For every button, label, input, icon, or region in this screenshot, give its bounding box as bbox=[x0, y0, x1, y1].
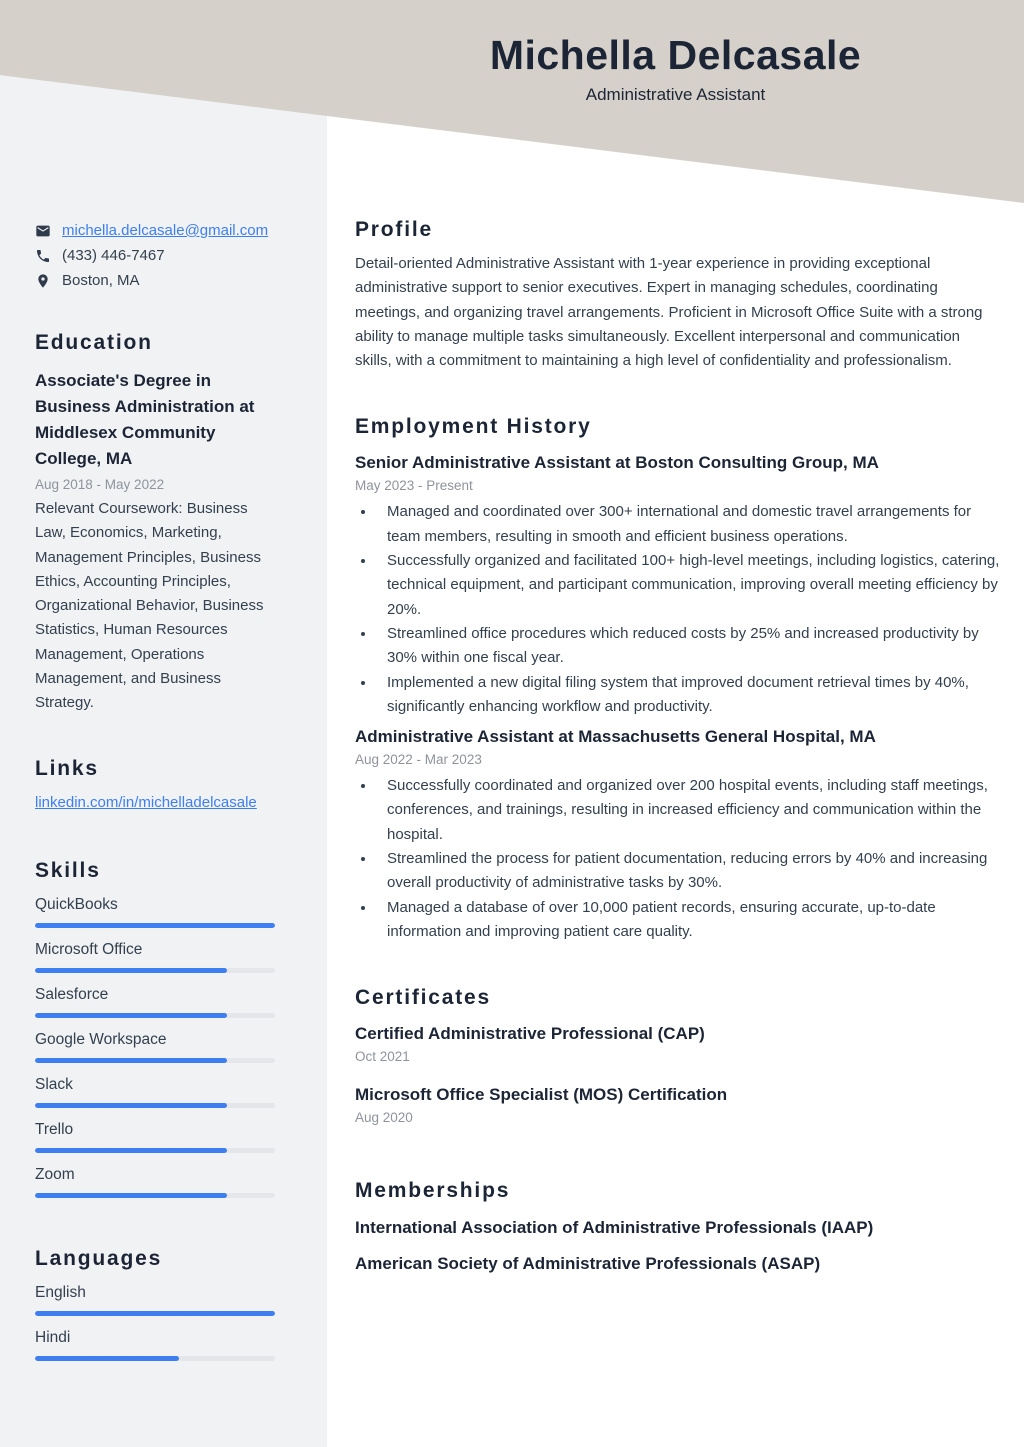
skill-item bbox=[35, 1031, 275, 1063]
education-degree: Associate's Degree in Business Administration at Middlesex Community College, MA bbox=[35, 371, 255, 468]
linkedin-link[interactable]: linkedin.com/in/michelladelcasale bbox=[35, 793, 257, 811]
person-job-title: Administrative Assistant bbox=[585, 85, 766, 105]
job-dates: May 2023 - Present bbox=[355, 478, 473, 494]
skill-label: Zoom bbox=[35, 1165, 75, 1183]
language-label: Hindi bbox=[35, 1328, 71, 1346]
links-section bbox=[35, 757, 275, 812]
language-progress-fill bbox=[35, 1356, 179, 1361]
main-column bbox=[355, 0, 1000, 1275]
job-bullet: • Managed and coordinated over 300+ international and domestic travel arrangements for team members, resulting in smooth and efficient business operations. bbox=[376, 500, 1000, 549]
skill-label: Google Workspace bbox=[35, 1030, 167, 1048]
language-progress-fill bbox=[35, 1311, 275, 1316]
skill-label: Microsoft Office bbox=[35, 940, 143, 958]
skills-heading: Skills bbox=[35, 858, 101, 882]
job-entry bbox=[355, 452, 1000, 719]
skills-section bbox=[35, 859, 275, 1198]
skill-progress-fill bbox=[35, 1148, 227, 1153]
certificates-heading: Certificates bbox=[355, 986, 491, 1010]
skill-item bbox=[35, 1076, 275, 1108]
languages-heading: Languages bbox=[35, 1246, 163, 1270]
job-bullet-list bbox=[355, 774, 1000, 944]
mail-icon bbox=[35, 223, 51, 239]
skill-progress-fill bbox=[35, 1103, 227, 1108]
employment-heading: Employment History bbox=[355, 415, 592, 439]
profile-heading: Profile bbox=[355, 218, 433, 241]
certificate-date: Aug 2020 bbox=[355, 1110, 413, 1126]
job-bullet: • Successfully organized and facilitated 100+ high-level meetings, including logistics, catering, technical equipment, and participant communication, improving overall meeting efficiency by 20%. bbox=[376, 549, 1000, 622]
skill-progress-fill bbox=[35, 1193, 227, 1198]
skill-progress-fill bbox=[35, 1013, 227, 1018]
email-link[interactable]: michella.delcasale@gmail.com bbox=[62, 222, 269, 239]
phone-number: (433) 446-7467 bbox=[62, 247, 165, 264]
skill-progress-fill bbox=[35, 968, 227, 973]
language-progress-track bbox=[35, 1311, 275, 1316]
skill-item bbox=[35, 941, 275, 973]
education-coursework: Relevant Coursework: Business Law, Economics, Marketing, Management Principles, Business Ethics, Accounting Principles, Organizational Behavior, Business Statistics, Human Resources Management, Operations Management, and Business Strategy. bbox=[35, 500, 264, 712]
phone-icon bbox=[35, 248, 51, 264]
skill-item bbox=[35, 986, 275, 1018]
skill-progress-track bbox=[35, 1193, 275, 1198]
skill-progress-track bbox=[35, 923, 275, 928]
skill-progress-track bbox=[35, 1058, 275, 1063]
profile-text: Detail-oriented Administrative Assistant with 1-year experience in providing exceptional administrative support to senior executives. Expert in managing schedules, coordinating meetings, and organizing travel arrangements. Proficient in Microsoft Office Suite with a strong ability to manage multiple tasks simultaneously. Excellent interpersonal and communication skills, with a commitment to maintaining a high level of confidentiality and professionalism. bbox=[355, 255, 983, 370]
education-section bbox=[35, 331, 275, 716]
job-bullet: • Successfully coordinated and organized over 200 hospital events, including staff meetings, conferences, and trainings, resulting in increased efficiency and communication within the hospital. bbox=[376, 774, 1000, 847]
skill-progress-track bbox=[35, 968, 275, 973]
education-dates: Aug 2018 - May 2022 bbox=[35, 477, 165, 492]
job-bullet: • Managed a database of over 10,000 patient records, ensuring accurate, up-to-date information and improving patient care quality. bbox=[376, 896, 1000, 945]
links-heading: Links bbox=[35, 756, 99, 780]
language-progress-track bbox=[35, 1356, 275, 1361]
skill-progress-track bbox=[35, 1148, 275, 1153]
membership-entry bbox=[355, 1217, 1000, 1239]
contact-phone-row bbox=[35, 247, 275, 264]
membership-title: International Association of Administrative Professionals (IAAP) bbox=[355, 1218, 874, 1238]
certificate-title: Microsoft Office Specialist (MOS) Certification bbox=[355, 1085, 728, 1105]
job-entry bbox=[355, 726, 1000, 944]
language-item bbox=[35, 1284, 275, 1316]
employment-section bbox=[355, 415, 1000, 944]
memberships-section bbox=[355, 1179, 1000, 1275]
location-text: Boston, MA bbox=[62, 272, 140, 289]
job-bullet-list bbox=[355, 500, 1000, 719]
job-bullet: • Implemented a new digital filing system that improved document retrieval times by 40%, significantly enhancing workflow and productivity. bbox=[376, 671, 1000, 720]
skill-label: Slack bbox=[35, 1075, 73, 1093]
certificate-title: Certified Administrative Professional (CAP) bbox=[355, 1024, 705, 1044]
membership-title: American Society of Administrative Professionals (ASAP) bbox=[355, 1254, 821, 1274]
job-title: Administrative Assistant at Massachusetts General Hospital, MA bbox=[355, 727, 876, 747]
language-item bbox=[35, 1329, 275, 1361]
skill-label: Salesforce bbox=[35, 985, 109, 1003]
skill-label: QuickBooks bbox=[35, 895, 118, 913]
skill-label: Trello bbox=[35, 1120, 74, 1138]
sidebar bbox=[35, 0, 275, 1361]
skill-progress-track bbox=[35, 1103, 275, 1108]
person-name: Michella Delcasale bbox=[489, 32, 862, 78]
skill-progress-fill bbox=[35, 923, 275, 928]
skill-item bbox=[35, 1166, 275, 1198]
certificate-date: Oct 2021 bbox=[355, 1049, 410, 1065]
job-bullet: • Streamlined the process for patient documentation, reducing errors by 40% and increasing overall productivity of administrative tasks by 30%. bbox=[376, 847, 1000, 896]
job-dates: Aug 2022 - Mar 2023 bbox=[355, 752, 482, 768]
certificate-entry bbox=[355, 1023, 1000, 1064]
certificate-entry bbox=[355, 1084, 1000, 1125]
skill-progress-track bbox=[35, 1013, 275, 1018]
certificates-section bbox=[355, 986, 1000, 1125]
skill-progress-fill bbox=[35, 1058, 227, 1063]
location-pin-icon bbox=[35, 273, 51, 289]
memberships-heading: Memberships bbox=[355, 1179, 511, 1203]
language-label: English bbox=[35, 1283, 86, 1301]
contact-location-row bbox=[35, 272, 275, 289]
skill-item bbox=[35, 896, 275, 928]
job-title: Senior Administrative Assistant at Boston Consulting Group, MA bbox=[355, 453, 879, 473]
job-bullet: • Streamlined office procedures which reduced costs by 25% and increased productivity by 30% within one fiscal year. bbox=[376, 622, 1000, 671]
contact-email-row bbox=[35, 222, 275, 239]
languages-section bbox=[35, 1247, 275, 1361]
education-heading: Education bbox=[35, 331, 153, 354]
skill-item bbox=[35, 1121, 275, 1153]
profile-section bbox=[355, 218, 1000, 373]
membership-entry bbox=[355, 1253, 1000, 1275]
